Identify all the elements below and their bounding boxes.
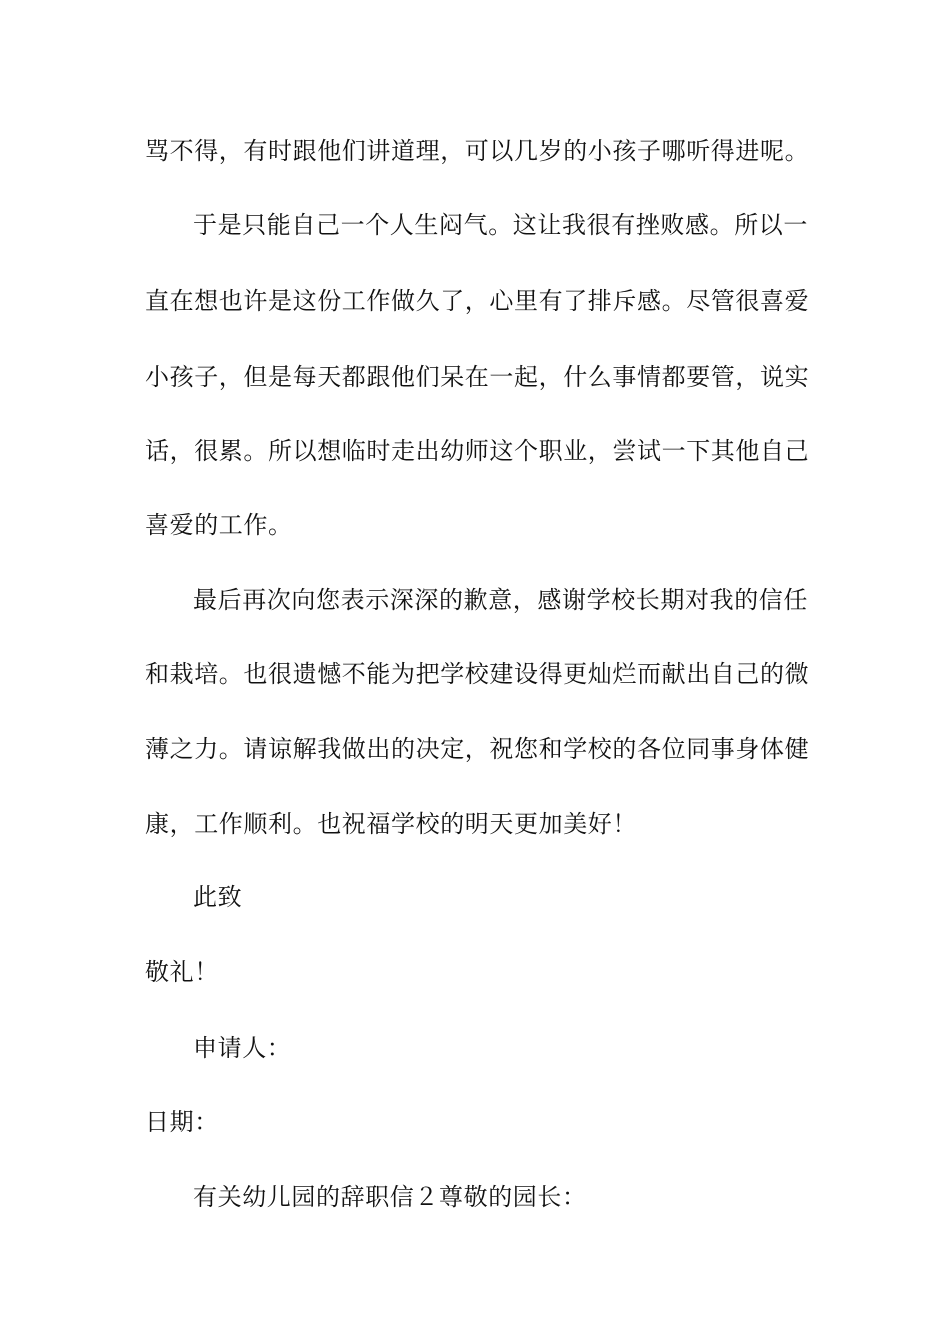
body-text-line: 小孩子，但是每天都跟他们呆在一起，什么事情都要管，说实: [145, 363, 810, 391]
applicant-label: 申请人：: [193, 1034, 292, 1062]
body-text-line: 喜爱的工作。: [145, 511, 293, 539]
body-text-line: 直在想也许是这份工作做久了，心里有了排斥感。尽管很喜爱: [145, 287, 810, 315]
paragraph-first-line: 最后再次向您表示深深的歉意，感谢学校长期对我的信任: [193, 586, 808, 614]
body-text-line: 康，工作顺利。也祝福学校的明天更加美好！: [145, 810, 637, 838]
closing-salutation: 此致: [193, 883, 243, 911]
body-text-line: 薄之力。请谅解我做出的决定，祝您和学校的各位同事身体健: [145, 735, 810, 763]
next-letter-heading: 有关幼儿园的辞职信２尊敬的园长：: [193, 1183, 587, 1211]
paragraph-first-line: 于是只能自己一个人生闷气。这让我很有挫败感。所以一: [193, 211, 808, 239]
body-text-line: 和栽培。也很遗憾不能为把学校建设得更灿烂而献出自己的微: [145, 660, 810, 688]
body-text-line: 骂不得，有时跟他们讲道理，可以几岁的小孩子哪听得进呢。: [145, 137, 810, 165]
closing-regards: 敬礼！: [145, 958, 219, 986]
date-label: 日期：: [145, 1108, 219, 1136]
body-text-line: 话，很累。所以想临时走出幼师这个职业，尝试一下其他自己: [145, 437, 810, 465]
